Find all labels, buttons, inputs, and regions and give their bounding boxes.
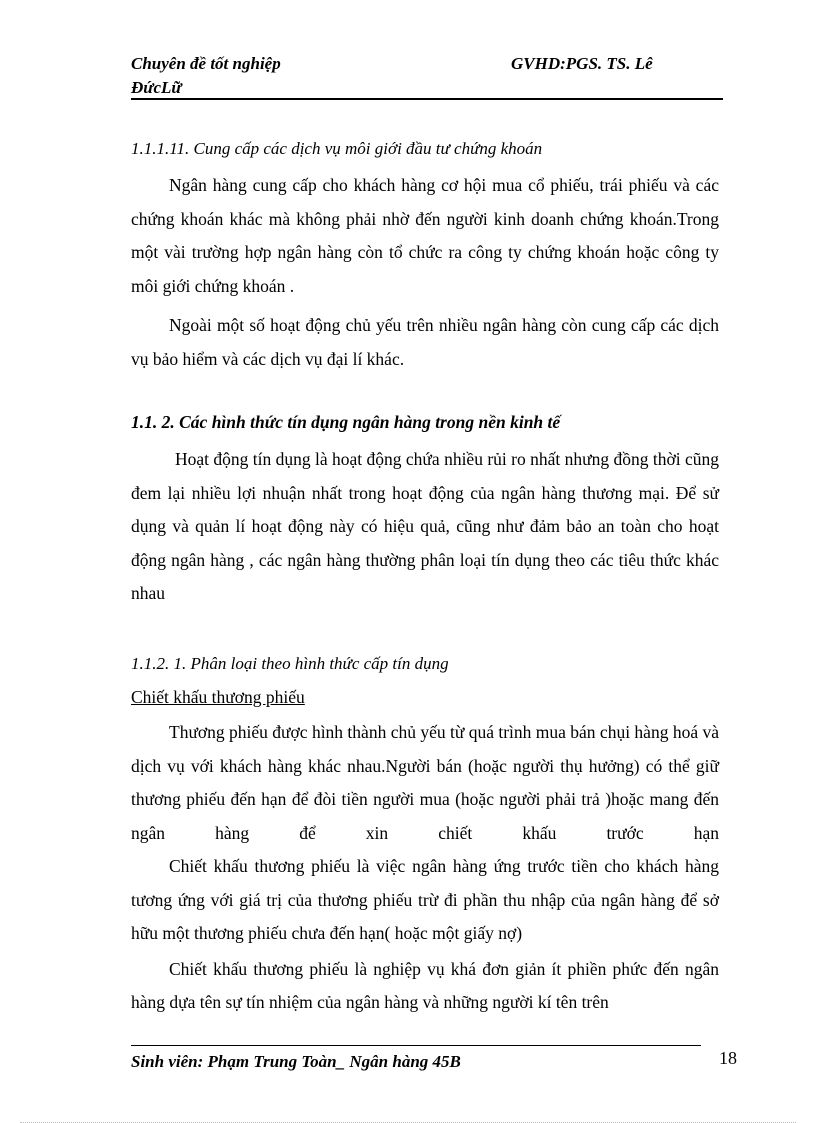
section-3-paragraph-1: Thương phiếu được hình thành chủ yếu từ quá trình mua bán chụi hàng hoá và dịch vụ với khách hàng khác nhau.Người bán (hoặc người thụ hưởng) có thể giữ thương phiếu đến hạn để đòi tiền người mua (hoặc người phải trả )hoặc mang đến ngân hàng để xin chiết khấu trước hạn: [131, 722, 719, 843]
header-left-line2: ĐứcLữ: [131, 78, 182, 97]
section-2-paragraph-1: Hoạt động tín dụng là hoạt động chứa nhiều rủi ro nhất nhưng đồng thời cũng đem lại nhiều lợi nhuận nhất trong hoạt động của ngân hàng thương mại. Để sử dụng và quản lí hoạt động này có hiệu quả, cũng như đảm bảo an toàn cho hoạt động ngân hàng , các ngân hàng thường phân loại tín dụng theo các tiêu thức khác nhau: [131, 449, 719, 603]
page-number: 18: [719, 1048, 737, 1068]
section-1-paragraph-1: Ngân hàng cung cấp cho khách hàng cơ hội mua cổ phiếu, trái phiếu và các chứng khoán khác mà không phải nhờ đến người kinh doanh chứng khoán.Trong một vài trường hợp ngân hàng còn tổ chức ra công ty chứng khoán hoặc công ty môi giới chứng khoán .: [131, 175, 719, 296]
header-rule: [131, 98, 723, 100]
header-left: [131, 52, 281, 100]
section-3-body: [131, 716, 719, 1020]
section-1-paragraph-2: Ngoài một số hoạt động chủ yếu trên nhiều ngân hàng còn cung cấp các dịch vụ bảo hiểm và các dịch vụ đại lí khác.: [131, 315, 719, 369]
footer-rule: [131, 1045, 701, 1046]
header-right: GVHD:PGS. TS. Lê: [511, 54, 653, 73]
section-1-body: [131, 169, 719, 376]
footer-student: Sinh viên: Phạm Trung Toàn_ Ngân hàng 45B: [131, 1052, 461, 1071]
section-1-heading: 1.1.1.11. Cung cấp các dịch vụ môi giới đầu tư chứng khoán: [131, 139, 543, 158]
section-3-paragraph-3: Chiết khấu thương phiếu là nghiệp vụ khá đơn giản ít phiền phức đến ngân hàng dựa tên sự tín nhiệm của ngân hàng và những người kí tên trên: [131, 958, 719, 1012]
header-left-line1: Chuyên đề tốt nghiệp: [131, 54, 281, 73]
section-3-heading: 1.1.2. 1. Phân loại theo hình thức cấp tín dụng: [131, 654, 449, 673]
section-3-subheading: Chiết khấu thương phiếu: [131, 687, 305, 707]
section-2-heading: 1.1. 2. Các hình thức tín dụng ngân hàng trong nền kinh tế: [131, 412, 561, 432]
section-2-body: [131, 443, 719, 611]
section-3-paragraph-2: Chiết khấu thương phiếu là việc ngân hàng ứng trước tiền cho khách hàng tương ứng với giá trị của thương phiếu trừ đi phần thu nhập của ngân hàng để sở hữu một thương phiếu chưa đến hạn( hoặc một giấy nợ): [131, 856, 719, 943]
